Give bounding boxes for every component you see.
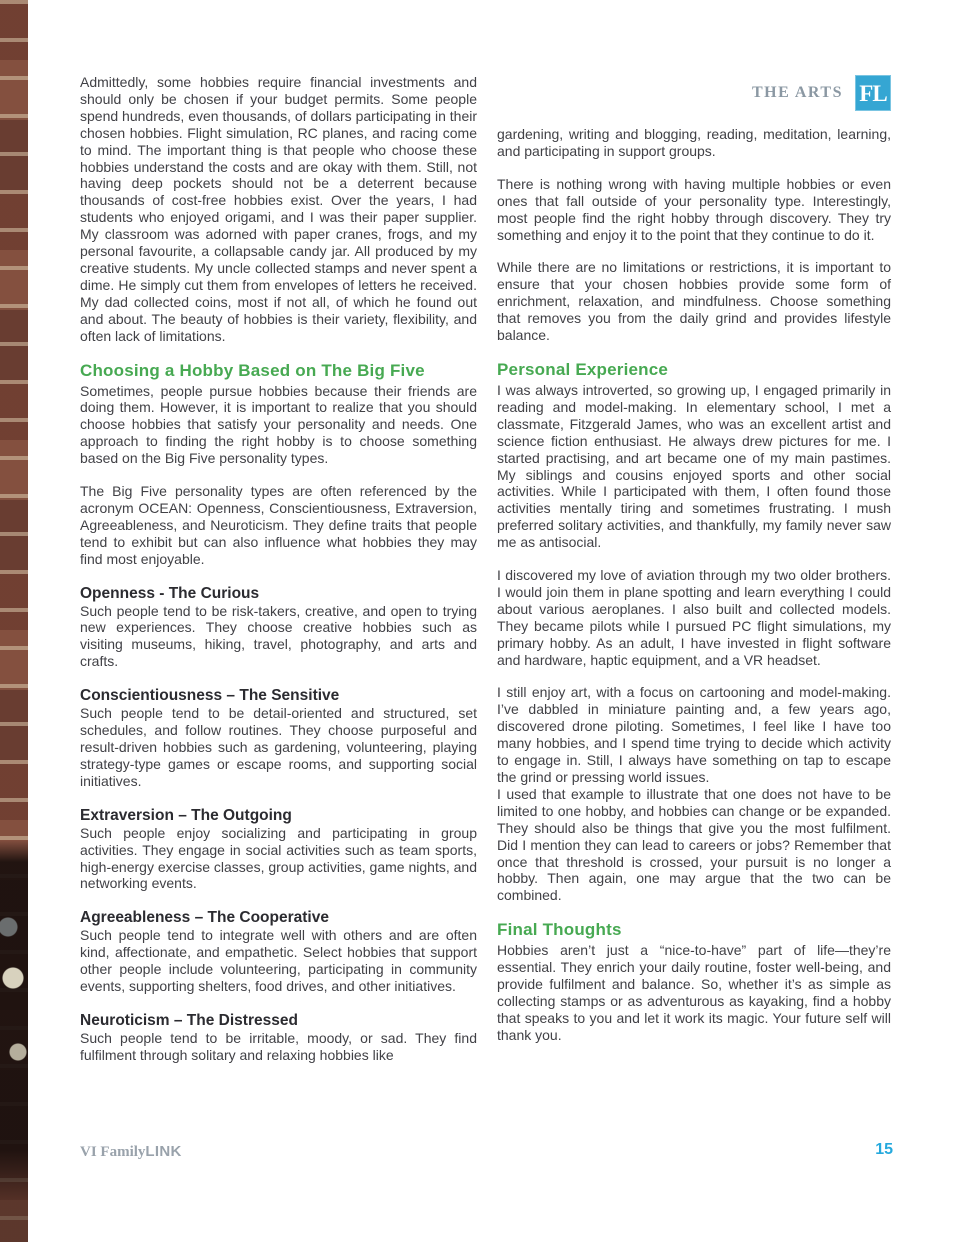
sub-heading: Agreeableness – The Cooperative [80,909,329,927]
sub-heading: Openness - The Curious [80,584,260,602]
paragraph: Admittedly, some hobbies require financial investments and should only be chosen if your budget permits. Some people spend hundreds, even thousands, of dollars participating in their chosen hobbies. Flight simulation, RC planes, and racing come to mind. The important thing is that people who choose these hobbies understand the costs and are okay with them. Still, not having deep pockets should not be a deterrent because thousands of cost-free hobbies exist. Over the years, I had students who enjoyed origami, and I was their paper supplier. My classroom was adorned with paper cranes, frogs, and my personal favourite, a collapsable candy jar. All produced by my creative students. My uncle collected stamps and never spent a dime. He simply cut them from envelopes of letters he received. My dad collected coins, most if not all, of which he found out and about. The beauty of hobbies is their variety, flexibility, and often lack of limitations. [80,74,477,344]
section-heading: Personal Experience [497,359,669,379]
paragraph: I was always introverted, so growing up, I engaged primarily in reading and model-making. In elementary school, I met a classmate, Fitzgerald James, who was an excellent artist and science fiction enthusiast. He always drew pictures for me. I started practising, and art became one of my main pastimes. My siblings and cousins enjoyed sports and other social activities. While I participated with them, I often found those activities mentally tiring and sometimes frustrating. I mush preferred solitary activities, and thankfully, my family never saw me as antisocial. [497,381,891,551]
right-column [497,74,891,1060]
sub-heading: Conscientiousness – The Sensitive [80,687,340,705]
sub-heading: Neuroticism – The Distressed [80,1011,298,1029]
section-label: THE ARTS [751,83,843,101]
section-heading: Final Thoughts [497,920,622,940]
section-header [497,74,891,112]
paragraph: I discovered my love of aviation through my two older brothers. I would join them in plane spotting and learn everything I could about various aeroplanes. I also built and collected models. They became pilots while I pursued PC flight simulations, my primary hobby. As an adult, I have invested in flight software and hardware, haptic equipment, and a VR headset. [497,567,891,668]
publication-name-sans: LINK [145,1143,182,1160]
sub-heading: Extraversion – The Outgoing [80,806,292,824]
section-heading: Choosing a Hobby Based on The Big Five [80,360,425,380]
paragraph: Such people tend to be irritable, moody, or sad. They find fulfilment through solitary and relaxing hobbies like [80,1029,477,1063]
logo-text: FL [859,80,887,106]
page-number: 15 [875,1141,893,1158]
paragraph: Hobbies aren’t just a “nice-to-have” part of life—they’re essential. They enrich your daily routine, foster well-being, and provide fulfilment and balance. So, whether it’s as simple as collecting stamps or as adventurous as kayaking, find a hobby that speaks to you and let it work its magic. Your future self will thank you. [497,942,891,1043]
brick-wall-photo-strip [0,0,28,1242]
left-column [80,74,477,1080]
paragraph: The Big Five personality types are often referenced by the acronym OCEAN: Openness, Conscientiousness, Extraversion, Agreeableness, and Neuroticism. They define traits that people tend to exhibit but can also influence what hobbies they may find most enjoyable. [80,483,477,567]
paragraph: While there are no limitations or restrictions, it is important to ensure that your chosen hobbies provide some form of enrichment, relaxation, and mindfulness. Choose something that removes you from the daily grind and provides lifestyle balance. [497,259,891,344]
paragraph: I used that example to illustrate that one does not have to be limited to one hobby, and hobbies can change or be expanded. They should also be things that give you the most fulfilment. Did I mention they can lead to careers or jobs? Remember that once that threshold is crossed, your pursuit is no longer a hobby. Then again, one may argue that the two can be combined. [497,785,891,904]
paragraph: There is nothing wrong with having multiple hobbies or even ones that fall outside of your personality type. Interestingly, most people find the right hobby through discovery. They try something and enjoy it to the point that they continue to do it. [497,175,891,243]
publication-name [80,1143,182,1161]
paragraph: Such people tend to be detail-oriented and structured, set schedules, and follow routines. They choose purposeful and result-driven hobbies such as gardening, volunteering, playing strategy-type games or escape rooms, and supporting social initiatives. [80,705,477,789]
right-column-text [497,126,891,1044]
paragraph: Such people enjoy socializing and participating in group activities. They engage in social activities such as team sports, high-energy exercise classes, group activities, game nights, and networking events. [80,824,477,892]
paragraph: Sometimes, people pursue hobbies because their friends are doing them. However, it is important to realize that you should choose hobbies that satisfy your personality and needs. One approach to finding the right hobby is to choose something based on the Big Five personality types. [80,382,477,467]
paragraph: Such people tend to integrate well with others and are often kind, affectionate, and empathetic. Select hobbies that support other people include volunteering, participating in community events, supporting shelters, food drives, and other initiatives. [80,927,477,995]
paragraph: gardening, writing and blogging, reading, meditation, learning, and participating in support groups. [497,126,891,159]
publication-name-serif: VI Family [80,1144,146,1160]
paragraph: I still enjoy art, with a focus on cartooning and model-making. I’ve dabbled in miniature painting and, a few years ago, discovered drone piloting. Sometimes, I feel like I have too many hobbies, and I spend time trying to decide which activity to engage in. Still, I always have something on tap to escape the grind or pressing world issues. [497,684,891,785]
paragraph: Such people tend to be risk-takers, creative, and open to trying new experiences. They choose creative hobbies such as visiting museums, hiking, travel, photography, and arts and crafts. [80,602,477,670]
familylink-logo [855,75,891,111]
